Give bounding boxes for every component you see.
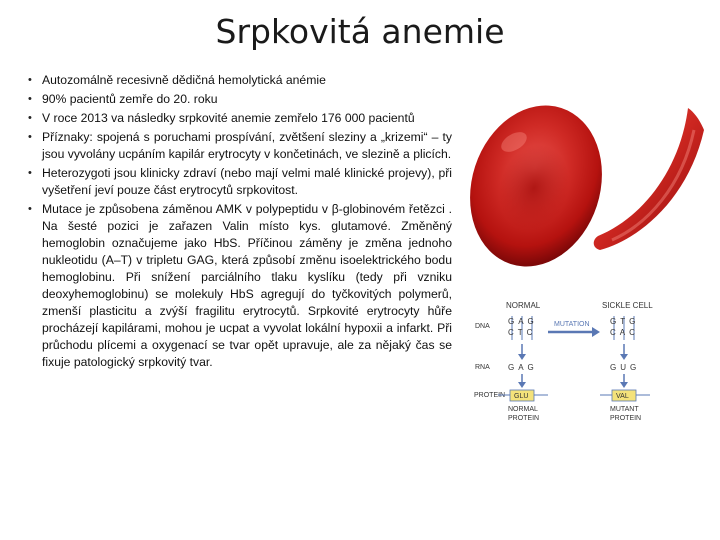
bullet-icon: • — [28, 112, 32, 124]
bullet-item — [24, 201, 452, 371]
arrow-rna-protein-sickle — [620, 374, 628, 388]
bullet-item — [24, 72, 452, 89]
bullet-item — [24, 129, 452, 163]
normal-red-cell — [462, 90, 622, 284]
bullet-text: Mutace je způsobena záměnou AMK v polypeptidu v β-globinovém řetězci . Na šesté pozici je zařazen Valin místo kys. glutamové. Změněný hemoglobin označujeme jako HbS. Příčinou záměny je změna jednoho nukleotidu (A–T) v tripletu GAG, která způsobí změnu isoelektrického bodu hemoglobinu. Při snížení parciálního tlaku kyslíku (tedy při vzniku deoxyhemoglobinu) se molekuly HbS agregují do tyčkovitých polymerů, zmenší plasticitu a zvýší fragilitu erytrocytů. Srpkovité erytrocyty hůře procházejí kapilárami, mohou je ucpat a vyvolat lokální hypoxii a infarkt. Při průchodu plícemi a oxygenací se tvar opět upravuje, ale za nějaký čas se fixuje patologický srpkovitý tvar. — [42, 202, 452, 369]
bullet-icon: • — [28, 74, 32, 86]
mutant-protein-caption-2: PROTEIN — [610, 415, 642, 422]
normal-protein-chain — [498, 390, 548, 401]
row-label-protein: PROTEIN — [474, 392, 506, 399]
sickle-amino-acid: VAL — [616, 393, 629, 400]
arrow-dna-rna-sickle — [620, 344, 628, 360]
bullet-icon: • — [28, 93, 32, 105]
sickle-dna — [610, 316, 639, 340]
arrow-dna-rna-normal — [518, 344, 526, 360]
mutation-arrow — [548, 321, 600, 337]
bullet-text: Autozomálně recesivně dědičná hemolytická anémie — [42, 73, 326, 87]
sickle-rna: GUG — [610, 363, 641, 372]
bullet-list — [24, 72, 452, 373]
slide-title: Srpkovitá anemie — [215, 12, 505, 51]
bullet-item — [24, 110, 452, 127]
bullet-icon: • — [28, 203, 32, 215]
row-label-dna: DNA — [475, 323, 490, 330]
normal-dna — [508, 316, 538, 340]
normal-protein-caption-2: PROTEIN — [508, 415, 540, 422]
normal-dna-top: GAG — [508, 317, 538, 326]
bullet-text: 90% pacientů zemře do 20. roku — [42, 92, 218, 106]
bullet-text: Heterozygoti jsou klinicky zdraví (nebo mají velmi malé klinické projevy), při vyšetření jeví pouze část erytrocytů srpkovitost. — [42, 166, 452, 197]
bullet-icon: • — [28, 131, 32, 143]
mutant-protein-caption-1: MUTANT — [610, 406, 639, 413]
mutation-diagram — [474, 298, 714, 426]
bullet-item — [24, 165, 452, 199]
normal-protein-caption-1: NORMAL — [508, 406, 538, 413]
row-label-rna: RNA — [475, 364, 490, 371]
bullet-icon: • — [28, 167, 32, 179]
sickle-header: SICKLE CELL — [602, 301, 653, 310]
red-blood-cells-image — [462, 90, 712, 290]
bullet-item — [24, 91, 452, 108]
mutation-label: MUTATION — [554, 321, 590, 328]
normal-rna: GAG — [508, 363, 538, 372]
normal-header: NORMAL — [506, 301, 541, 310]
bullet-text: Příznaky: spojená s poruchami prospívání, zvětšení sleziny a „krizemi“ – ty jsou vyvolány ucpáním kapilár erytrocyty v končetinách, ve slezině a plicích. — [42, 130, 452, 161]
normal-dna-bottom: CTC — [508, 328, 537, 337]
sickle-cell — [594, 108, 704, 250]
arrow-rna-protein-normal — [518, 374, 526, 388]
bullet-text: V roce 2013 va následky srpkovité anemie zemřelo 176 000 pacientů — [42, 111, 415, 125]
normal-amino-acid: GLU — [514, 393, 529, 400]
sickle-dna-bottom: CAC — [610, 328, 639, 337]
sickle-protein-chain — [600, 390, 650, 401]
sickle-dna-top: GTG — [610, 317, 640, 326]
